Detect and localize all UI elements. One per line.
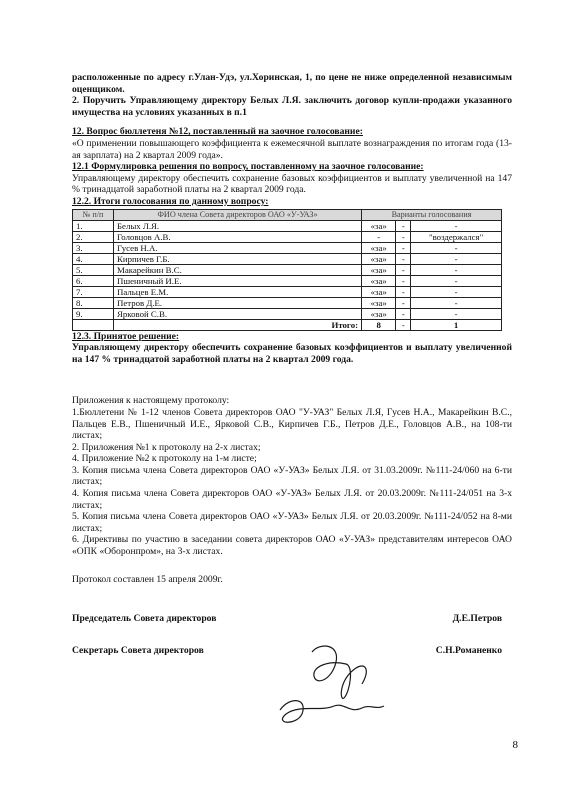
row-number: 2. <box>73 231 114 242</box>
attachments-title: Приложения к настоящему протоколу: <box>72 395 230 407</box>
vote-abstain: - <box>411 253 502 264</box>
total-against: - <box>396 319 411 330</box>
attachment-item: 6. Директивы по участию в заседании совета директоров ОАО «У-УАЗ» представителям интересов ОАО «ОПК «Оборонпром», на 3-х листах. <box>72 534 512 558</box>
handwritten-signatures <box>250 640 410 730</box>
member-name: Пшеничный И.Е. <box>114 275 362 286</box>
table-row <box>73 220 502 231</box>
row-number: 4. <box>73 253 114 264</box>
row-number: 3. <box>73 242 114 253</box>
secretary-name: С.Н.Романенко <box>435 645 502 657</box>
vote-for: «за» <box>362 264 396 275</box>
protocol-date: Протокол составлен 15 апреля 2009г. <box>72 573 223 585</box>
table-header-row <box>73 209 502 220</box>
intro-item-2: 2. Поручить Управляющему директору Белых Л.Я. заключить договор купли-продажи указанного имущества на условиях указанных в п.1 <box>72 95 512 118</box>
section-12-3-heading: 12.3. Принятое решение: <box>72 330 180 342</box>
decision-text: Управляющему директору обеспечить сохранение базовых коэффициентов и выплату увеличенной на 147 % тринадцатой заработной платы на 2 квартал 2009 года. <box>72 172 512 196</box>
table-row <box>73 275 502 286</box>
vote-for: «за» <box>362 242 396 253</box>
vote-against: - <box>396 275 411 286</box>
section-12-1-heading: 12.1 Формулировка решения по вопросу, поставленному на заочное голосование: <box>72 161 424 173</box>
total-label: Итого: <box>114 319 362 330</box>
attachment-item: 3. Копия письма члена Совета директоров ОАО «У-УАЗ» Белых Л.Я. от 31.03.2009г. №111-24/060 на 6-ти листах; <box>72 464 512 488</box>
member-name: Гусев Н.А. <box>114 242 362 253</box>
voting-table <box>72 209 502 331</box>
row-number: 5. <box>73 264 114 275</box>
vote-against: - <box>396 242 411 253</box>
chair-role: Председатель Совета директоров <box>72 613 217 625</box>
vote-against: - <box>396 220 411 231</box>
section-12-2-heading: 12.2. Итоги голосования по данному вопросу: <box>72 195 269 207</box>
question-12-text: «О применении повышающего коэффициента к ежемесячной выплате вознаграждения по итогам года (13-ая зарплата) на 2 квартал 2009 года». <box>72 137 512 161</box>
row-number: 7. <box>73 286 114 297</box>
vote-for: «за» <box>362 286 396 297</box>
vote-abstain: - <box>411 308 502 319</box>
member-name: Петров Д.Е. <box>114 297 362 308</box>
col-header-name: ФИО члена Совета директоров ОАО «У-УАЗ» <box>114 209 362 220</box>
table-row <box>73 308 502 319</box>
total-empty-cell <box>73 319 114 330</box>
member-name: Головцов А.В. <box>114 231 362 242</box>
row-number: 6. <box>73 275 114 286</box>
attachments-list <box>72 395 512 557</box>
col-header-vote-options: Варианты голосования <box>362 209 502 220</box>
attachment-item: 2. Приложения №1 к протоколу на 2-х листах; <box>72 441 261 453</box>
attachment-item: 5. Копия письма члена Совета директоров ОАО «У-УАЗ» Белых Л.Я. от 20.03.2009г. №111-24/052 на 8-ми листах; <box>72 511 512 534</box>
table-row <box>73 253 502 264</box>
table-row <box>73 264 502 275</box>
table-row <box>73 297 502 308</box>
chair-signature-row <box>72 613 512 633</box>
vote-for: «за» <box>362 297 396 308</box>
row-number: 1. <box>73 220 114 231</box>
total-row <box>73 319 502 330</box>
accepted-decision: Управляющему директору обеспечить сохранение базовых коэффициентов и выплату увеличенной на 147 % тринадцатой заработной платы на 2 квартал 2009 года. <box>72 342 512 365</box>
vote-for: - <box>362 231 396 242</box>
table-row <box>73 242 502 253</box>
vote-abstain: - <box>411 297 502 308</box>
row-number: 8. <box>73 297 114 308</box>
vote-against: - <box>396 308 411 319</box>
attachment-item: 4. Копия письма члена Совета директоров ОАО «У-УАЗ» Белых Л.Я. от 20.03.2009г. №111-24/051 на 3-х листах; <box>72 488 512 511</box>
vote-for: «за» <box>362 220 396 231</box>
member-name: Белых Л.Я. <box>114 220 362 231</box>
col-header-number: № п/п <box>73 209 114 220</box>
vote-against: - <box>396 253 411 264</box>
attachment-item: 4. Приложение №2 к протоколу на 1-м листе; <box>72 453 257 465</box>
vote-against: - <box>396 297 411 308</box>
chair-name: Д.Е.Петров <box>452 613 502 625</box>
total-abstain: 1 <box>411 319 502 330</box>
vote-against: - <box>396 264 411 275</box>
total-for: 8 <box>362 319 396 330</box>
member-name: Ярковой С.В. <box>114 308 362 319</box>
vote-abstain: - <box>411 242 502 253</box>
member-name: Макарейкин В.С. <box>114 264 362 275</box>
vote-abstain: - <box>411 220 502 231</box>
row-number: 9. <box>73 308 114 319</box>
vote-abstain: - <box>411 275 502 286</box>
vote-for: «за» <box>362 308 396 319</box>
question-12-heading: 12. Вопрос бюллетеня №12, поставленный на заочное голосование: <box>72 126 363 138</box>
member-name: Пальцев Е.М. <box>114 286 362 297</box>
vote-abstain: - <box>411 286 502 297</box>
vote-for: «за» <box>362 275 396 286</box>
intro-line: расположенные по адресу г.Улан-Удэ, ул.Хоринская, 1, по цене не ниже определенной независимым оценщиком. <box>72 72 512 95</box>
vote-against: - <box>396 286 411 297</box>
table-row <box>73 286 502 297</box>
table-row <box>73 231 502 242</box>
document-page <box>72 72 512 665</box>
attachment-item: 1.Бюллетени № 1-12 членов Совета директоров ОАО "У-УАЗ" Белых Л.Я, Гусев Н.А., Макарейкин В.С., Пальцев Е.В., Пшеничный И.Е., Ярковой С.В., Кирпичев Г.Б., Петров Д.Е., Головцов А.В., на 108-ти листах; <box>72 406 512 442</box>
vote-for: «за» <box>362 253 396 264</box>
page-number: 8 <box>512 739 518 751</box>
vote-against: - <box>396 231 411 242</box>
vote-abstain: - <box>411 264 502 275</box>
secretary-role: Секретарь Совета директоров <box>72 645 204 657</box>
vote-abstain: "воздержался" <box>411 231 502 242</box>
member-name: Кирпичев Г.Б. <box>114 253 362 264</box>
